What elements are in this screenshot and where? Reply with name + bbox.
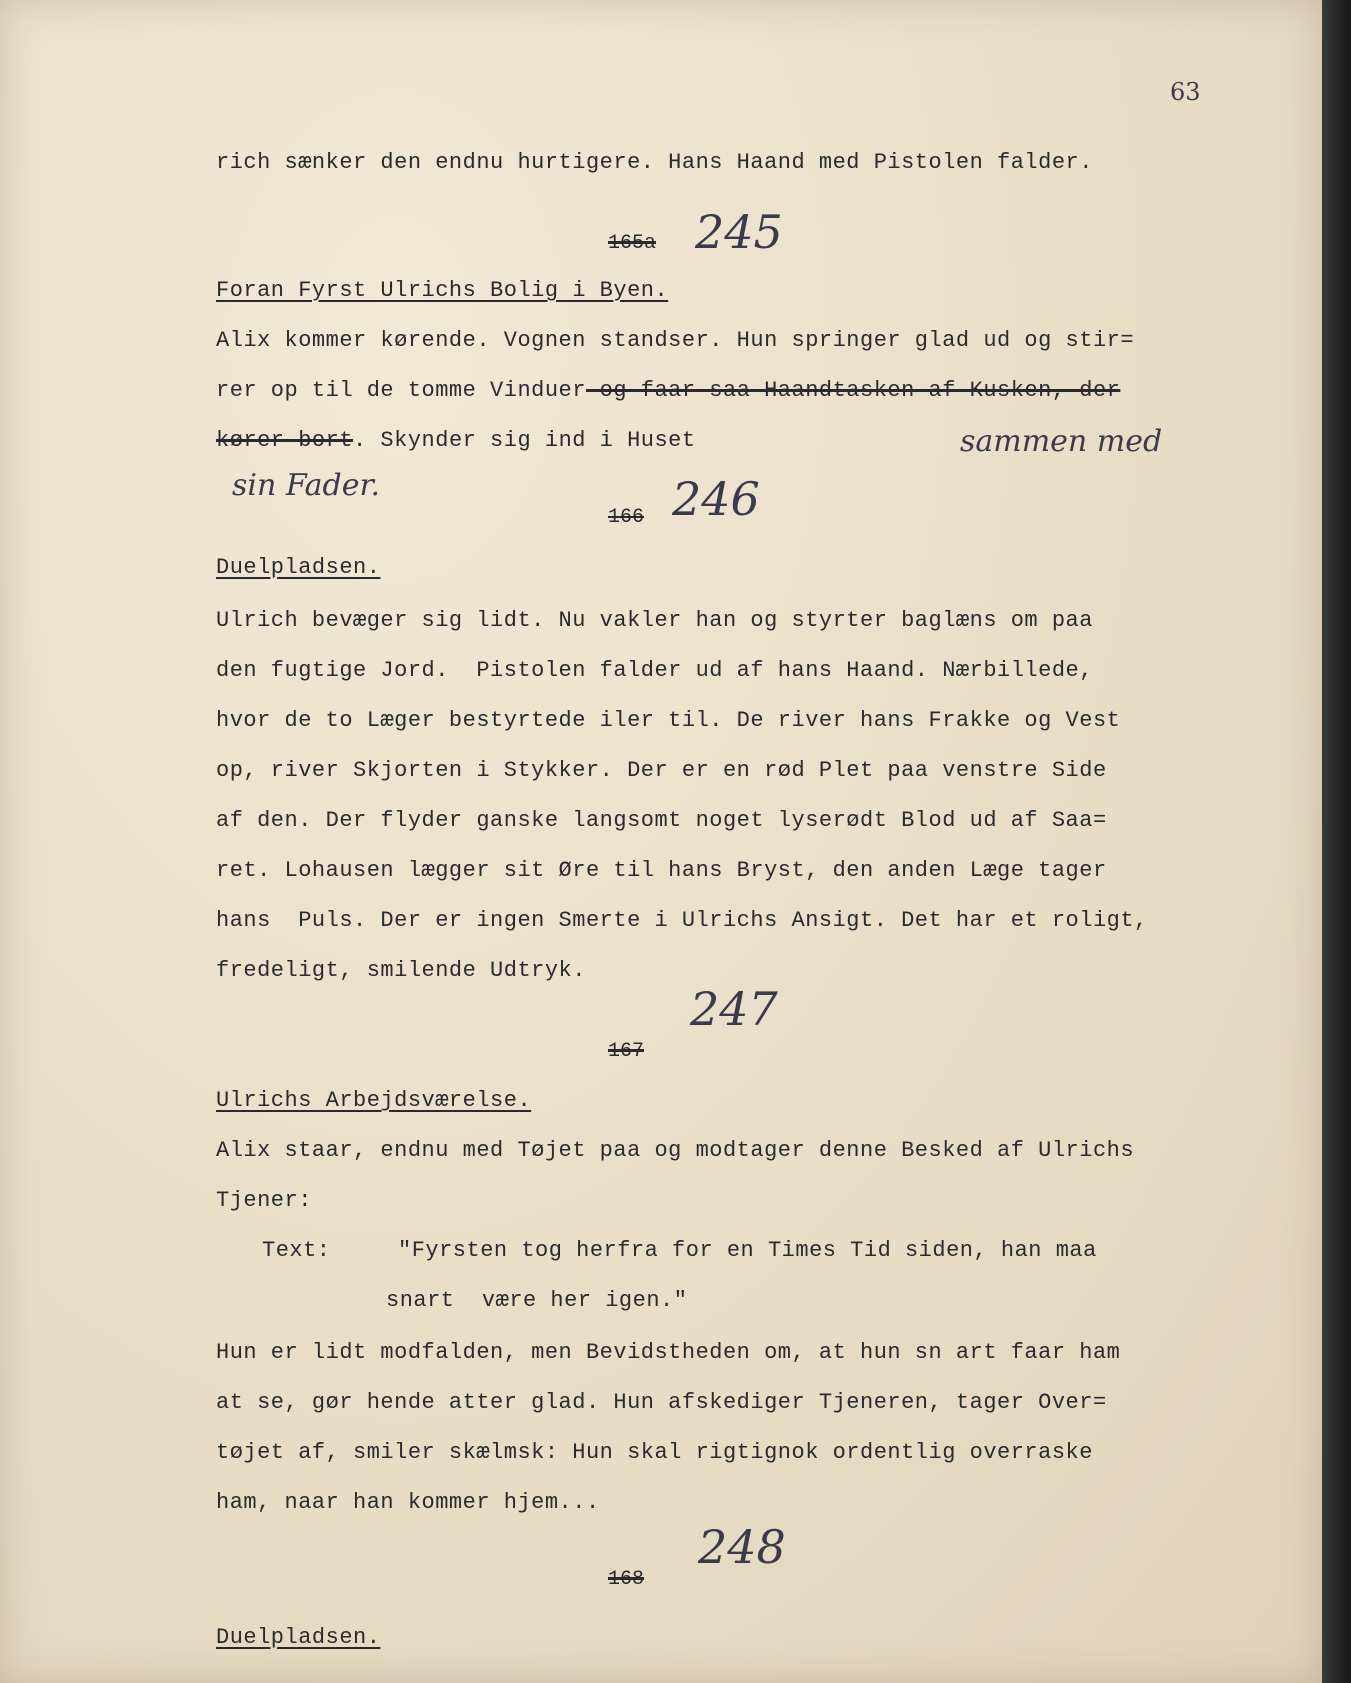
text-line: Hun er lidt modfalden, men Bevidstheden om, at hun sn art faar ham	[216, 1340, 1121, 1365]
struck-text: og faar saa Haandtasken af Kusken, der	[585, 378, 1121, 403]
scene-number-typed: 165a	[608, 232, 657, 255]
text-line	[216, 378, 1120, 403]
text-fragment: . Skynder sig ind i Huset	[353, 428, 696, 453]
handwritten-addition: sammen med	[960, 424, 1163, 459]
scene-number-handwritten: 245	[695, 205, 783, 259]
text-line: op, river Skjorten i Stykker. Der er en rød Plet paa venstre Side	[216, 758, 1107, 783]
text-line: fredeligt, smilende Udtryk.	[216, 958, 586, 983]
text-line: Tjener:	[216, 1188, 312, 1213]
text-fragment: rer op til de tomme Vinduer	[216, 378, 586, 403]
text-line: af den. Der flyder ganske langsomt noget lyserødt Blod ud af Saa=	[216, 808, 1107, 833]
quoted-text: snart være her igen."	[386, 1288, 688, 1313]
scene-number-handwritten: 247	[690, 982, 778, 1036]
scene-number-typed: 166	[608, 506, 645, 529]
text-line: ret. Lohausen lægger sit Øre til hans Bryst, den anden Læge tager	[216, 858, 1107, 883]
scan-edge	[1322, 0, 1351, 1683]
text-line: ham, naar han kommer hjem...	[216, 1490, 600, 1515]
scene-number-typed: 168	[608, 1568, 645, 1591]
text-line: at se, gør hende atter glad. Hun afskediger Tjeneren, tager Over=	[216, 1390, 1107, 1415]
text-line: tøjet af, smiler skælmsk: Hun skal rigtignok ordentlig overraske	[216, 1440, 1093, 1465]
text-line: den fugtige Jord. Pistolen falder ud af hans Haand. Nærbillede,	[216, 658, 1093, 683]
text-label: Text:	[262, 1238, 331, 1263]
text-line	[216, 428, 696, 453]
page-number: 63	[1170, 78, 1201, 106]
text-line: Alix staar, endnu med Tøjet paa og modtager denne Besked af Ulrichs	[216, 1138, 1135, 1163]
scene-number-handwritten: 246	[672, 472, 760, 526]
scene-heading: Ulrichs Arbejdsværelse.	[216, 1088, 532, 1113]
scene-number-typed: 167	[608, 1040, 645, 1063]
text-line: Ulrich bevæger sig lidt. Nu vakler han og styrter baglæns om paa	[216, 608, 1093, 633]
handwritten-addition: sin Fader.	[232, 468, 381, 503]
quoted-text: "Fyrsten tog herfra for en Times Tid siden, han maa	[398, 1238, 1097, 1263]
text-line: Alix kommer kørende. Vognen standser. Hun springer glad ud og stir=	[216, 328, 1135, 353]
text-line: hvor de to Læger bestyrtede iler til. De river hans Frakke og Vest	[216, 708, 1121, 733]
scene-heading: Foran Fyrst Ulrichs Bolig i Byen.	[216, 278, 669, 303]
scene-heading: Duelpladsen.	[216, 1625, 381, 1650]
struck-text: kører bort	[216, 428, 354, 453]
text-line: hans Puls. Der er ingen Smerte i Ulrichs Ansigt. Det har et roligt,	[216, 908, 1148, 933]
scene-heading: Duelpladsen.	[216, 555, 381, 580]
text-line: rich sænker den endnu hurtigere. Hans Haand med Pistolen falder.	[216, 150, 1093, 175]
scene-number-handwritten: 248	[698, 1520, 786, 1574]
